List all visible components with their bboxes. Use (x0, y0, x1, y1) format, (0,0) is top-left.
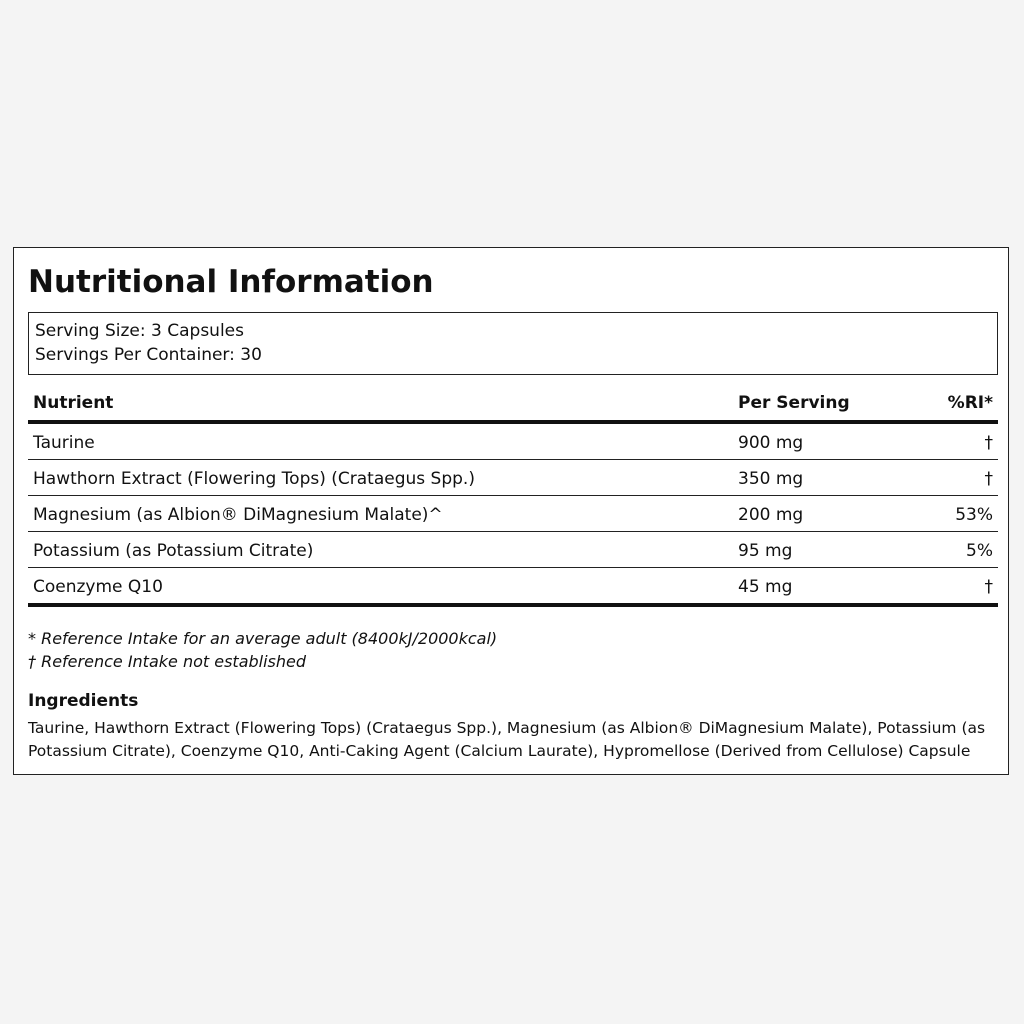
nutrient-amount: 45 mg (738, 577, 793, 597)
nutrient-name: Magnesium (as Albion® DiMagnesium Malate)^ (33, 505, 443, 525)
nutrient-table (28, 388, 998, 607)
ingredients-text: Taurine, Hawthorn Extract (Flowering Tops) (Crataegus Spp.), Magnesium (as Albion® DiMagnesium Malate), Potassium (as Potassium Citrate), Coenzyme Q10, Anti-Caking Agent (Calcium Laurate), Hypromellose (Derived from Cellulose) Capsule (28, 719, 986, 760)
nutrient-amount: 200 mg (738, 505, 804, 525)
nutrient-name: Taurine (33, 433, 95, 453)
header-nutrient: Nutrient (33, 393, 114, 413)
servings-per-container: Servings Per Container: 30 (35, 345, 262, 365)
nutrient-ri: † (984, 433, 993, 453)
nutrient-amount: 95 mg (738, 541, 793, 561)
nutrient-ri: † (984, 469, 993, 489)
header-per-serving: Per Serving (738, 393, 850, 413)
nutrient-name: Hawthorn Extract (Flowering Tops) (Crataegus Spp.) (33, 469, 475, 489)
header-ri: %RI* (947, 393, 993, 413)
table-header (28, 388, 998, 424)
footnote-reference-intake: * Reference Intake for an average adult (8400kJ/2000kcal) (28, 629, 498, 648)
nutrient-ri: † (984, 577, 993, 597)
serving-size: Serving Size: 3 Capsules (35, 321, 244, 341)
panel-title: Nutritional Information (28, 264, 434, 300)
nutrient-ri: 5% (966, 541, 993, 561)
nutrient-ri: 53% (955, 505, 993, 525)
table-row (28, 424, 998, 460)
table-row (28, 532, 998, 568)
nutrient-amount: 350 mg (738, 469, 804, 489)
nutrient-name: Coenzyme Q10 (33, 577, 163, 597)
nutrient-name: Potassium (as Potassium Citrate) (33, 541, 314, 561)
table-row (28, 568, 998, 607)
ingredients-title: Ingredients (28, 691, 139, 711)
table-row (28, 496, 998, 532)
serving-info-box (28, 312, 998, 375)
table-row (28, 460, 998, 496)
footnotes (28, 627, 497, 673)
nutrient-amount: 900 mg (738, 433, 804, 453)
nutrition-panel (13, 247, 1009, 775)
footnote-not-established: † Reference Intake not established (28, 652, 307, 671)
